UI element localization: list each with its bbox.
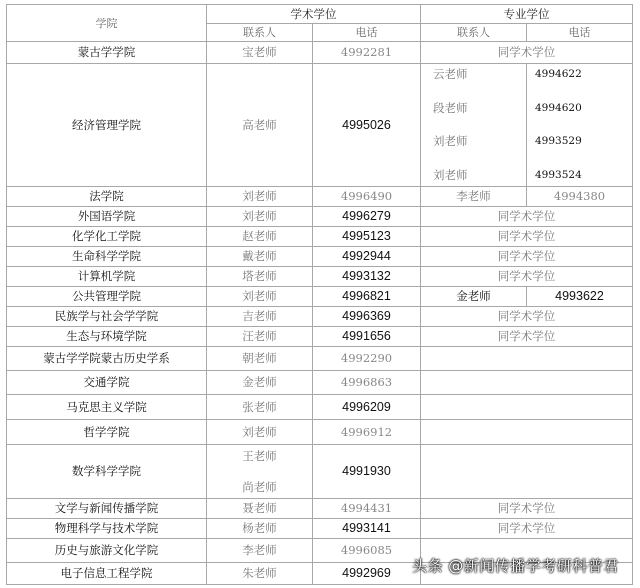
- contact-cell: 朱老师: [207, 563, 313, 585]
- table-row: [7, 247, 633, 267]
- table-row: [7, 207, 633, 227]
- contact-cell: 刘老师: [207, 207, 313, 227]
- table-row: [7, 42, 633, 64]
- college-cell: 民族学与社会学学院: [7, 307, 207, 327]
- college-cell: 法学院: [7, 187, 207, 207]
- college-cell: 蒙古学学院蒙古历史学系: [7, 347, 207, 371]
- header-contact: 联系人: [207, 24, 313, 42]
- pro-contact-list: [421, 64, 527, 187]
- college-cell: 交通学院: [7, 371, 207, 395]
- contact-cell: 汪老师: [207, 327, 313, 347]
- empty-cell: [421, 445, 633, 499]
- college-cell: 计算机学院: [7, 267, 207, 287]
- pro-phone-list: [527, 64, 633, 187]
- same-as-academic: 同学术学位: [421, 247, 633, 267]
- pro-contact-cell: 李老师: [421, 187, 527, 207]
- table-row: [7, 395, 633, 420]
- contact-cell: 刘老师: [207, 187, 313, 207]
- pro-phone-item: 4994622: [535, 68, 582, 80]
- pro-contact-item: 段老师: [433, 100, 468, 115]
- contact-cell: 刘老师: [207, 287, 313, 307]
- pro-phone-item: 4993529: [535, 135, 582, 148]
- college-cell: 蒙古学学院: [7, 42, 207, 64]
- same-as-academic: 同学术学位: [421, 519, 633, 539]
- header-phone: 电话: [313, 24, 421, 42]
- same-as-academic: 同学术学位: [421, 42, 633, 64]
- college-cell: 马克思主义学院: [7, 395, 207, 420]
- phone-cell: 4996085: [313, 539, 421, 563]
- contact-name: 尚老师: [242, 479, 277, 494]
- empty-cell: [421, 420, 633, 445]
- contact-cell: 戴老师: [207, 247, 313, 267]
- pro-phone-cell: 4993622: [527, 287, 633, 307]
- college-cell: 数学科学学院: [7, 445, 207, 499]
- college-cell: 物理科学与技术学院: [7, 519, 207, 539]
- table-row: [7, 64, 633, 187]
- contact-name: 王老师: [242, 448, 277, 463]
- college-cell: 历史与旅游文化学院: [7, 539, 207, 563]
- contact-cell: 赵老师: [207, 227, 313, 247]
- header-professional: 专业学位: [421, 5, 633, 24]
- phone-cell: 4994431: [313, 499, 421, 519]
- table-row: [7, 371, 633, 395]
- header-pro-contact: 联系人: [421, 24, 527, 42]
- phone-cell: 4993141: [313, 519, 421, 539]
- pro-contact-item: 刘老师: [433, 167, 468, 182]
- contact-cell: 塔老师: [207, 267, 313, 287]
- contacts-table: [6, 4, 633, 585]
- phone-cell: 4996821: [313, 287, 421, 307]
- same-as-academic: 同学术学位: [421, 207, 633, 227]
- contact-cell: 金老师: [207, 371, 313, 395]
- contact-cell: 刘老师: [207, 420, 313, 445]
- phone-cell: 4991656: [313, 327, 421, 347]
- contact-cell: 高老师: [207, 64, 313, 187]
- phone-cell: 4996863: [313, 371, 421, 395]
- phone-cell: 4992290: [313, 347, 421, 371]
- college-cell: 外国语学院: [7, 207, 207, 227]
- college-cell: 经济管理学院: [7, 64, 207, 187]
- table-row: [7, 420, 633, 445]
- header-academic: 学术学位: [207, 5, 421, 24]
- table-row: [7, 307, 633, 327]
- table-row: [7, 187, 633, 207]
- table-row: [7, 327, 633, 347]
- contact-cell: [207, 445, 313, 499]
- contact-cell: 宝老师: [207, 42, 313, 64]
- phone-cell: 4995026: [313, 64, 421, 187]
- phone-cell: 4996490: [313, 187, 421, 207]
- pro-phone-item: 4993524: [535, 168, 582, 181]
- phone-cell: 4992281: [313, 42, 421, 64]
- contact-cell: 吉老师: [207, 307, 313, 327]
- phone-cell: 4996369: [313, 307, 421, 327]
- phone-cell: 4992969: [313, 563, 421, 585]
- phone-cell: 4996279: [313, 207, 421, 227]
- pro-contact-item: 刘老师: [433, 134, 468, 149]
- phone-cell: 4995123: [313, 227, 421, 247]
- header-college: 学院: [7, 5, 207, 42]
- empty-cell: [421, 347, 633, 371]
- college-cell: 公共管理学院: [7, 287, 207, 307]
- header-pro-phone: 电话: [527, 24, 633, 42]
- table-row: [7, 267, 633, 287]
- college-cell: 生命科学学院: [7, 247, 207, 267]
- pro-contact-item: 云老师: [433, 67, 468, 81]
- contact-cell: 张老师: [207, 395, 313, 420]
- table-row: [7, 287, 633, 307]
- watermark: 头条 @新闻传播学考研科普君: [412, 557, 619, 575]
- phone-cell: 4991930: [313, 445, 421, 499]
- college-cell: 生态与环境学院: [7, 327, 207, 347]
- contact-cell: 李老师: [207, 539, 313, 563]
- contact-cell: 杨老师: [207, 519, 313, 539]
- empty-cell: [421, 395, 633, 420]
- table-row: [7, 227, 633, 247]
- same-as-academic: 同学术学位: [421, 327, 633, 347]
- phone-cell: 4996209: [313, 395, 421, 420]
- table-row: [7, 347, 633, 371]
- contact-cell: 聂老师: [207, 499, 313, 519]
- same-as-academic: 同学术学位: [421, 307, 633, 327]
- phone-cell: 4996912: [313, 420, 421, 445]
- same-as-academic: 同学术学位: [421, 227, 633, 247]
- same-as-academic: 同学术学位: [421, 267, 633, 287]
- phone-cell: 4992944: [313, 247, 421, 267]
- college-cell: 文学与新闻传播学院: [7, 499, 207, 519]
- pro-contact-cell: 金老师: [421, 287, 527, 307]
- same-as-academic: 同学术学位: [421, 499, 633, 519]
- phone-cell: 4993132: [313, 267, 421, 287]
- college-cell: 哲学学院: [7, 420, 207, 445]
- table-row: [7, 445, 633, 499]
- pro-phone-item: 4994620: [535, 101, 582, 114]
- college-cell: 化学化工学院: [7, 227, 207, 247]
- table-row: [7, 499, 633, 519]
- table-row: [7, 519, 633, 539]
- pro-phone-cell: 4994380: [527, 187, 633, 207]
- empty-cell: [421, 371, 633, 395]
- college-cell: 电子信息工程学院: [7, 563, 207, 585]
- contact-cell: 朝老师: [207, 347, 313, 371]
